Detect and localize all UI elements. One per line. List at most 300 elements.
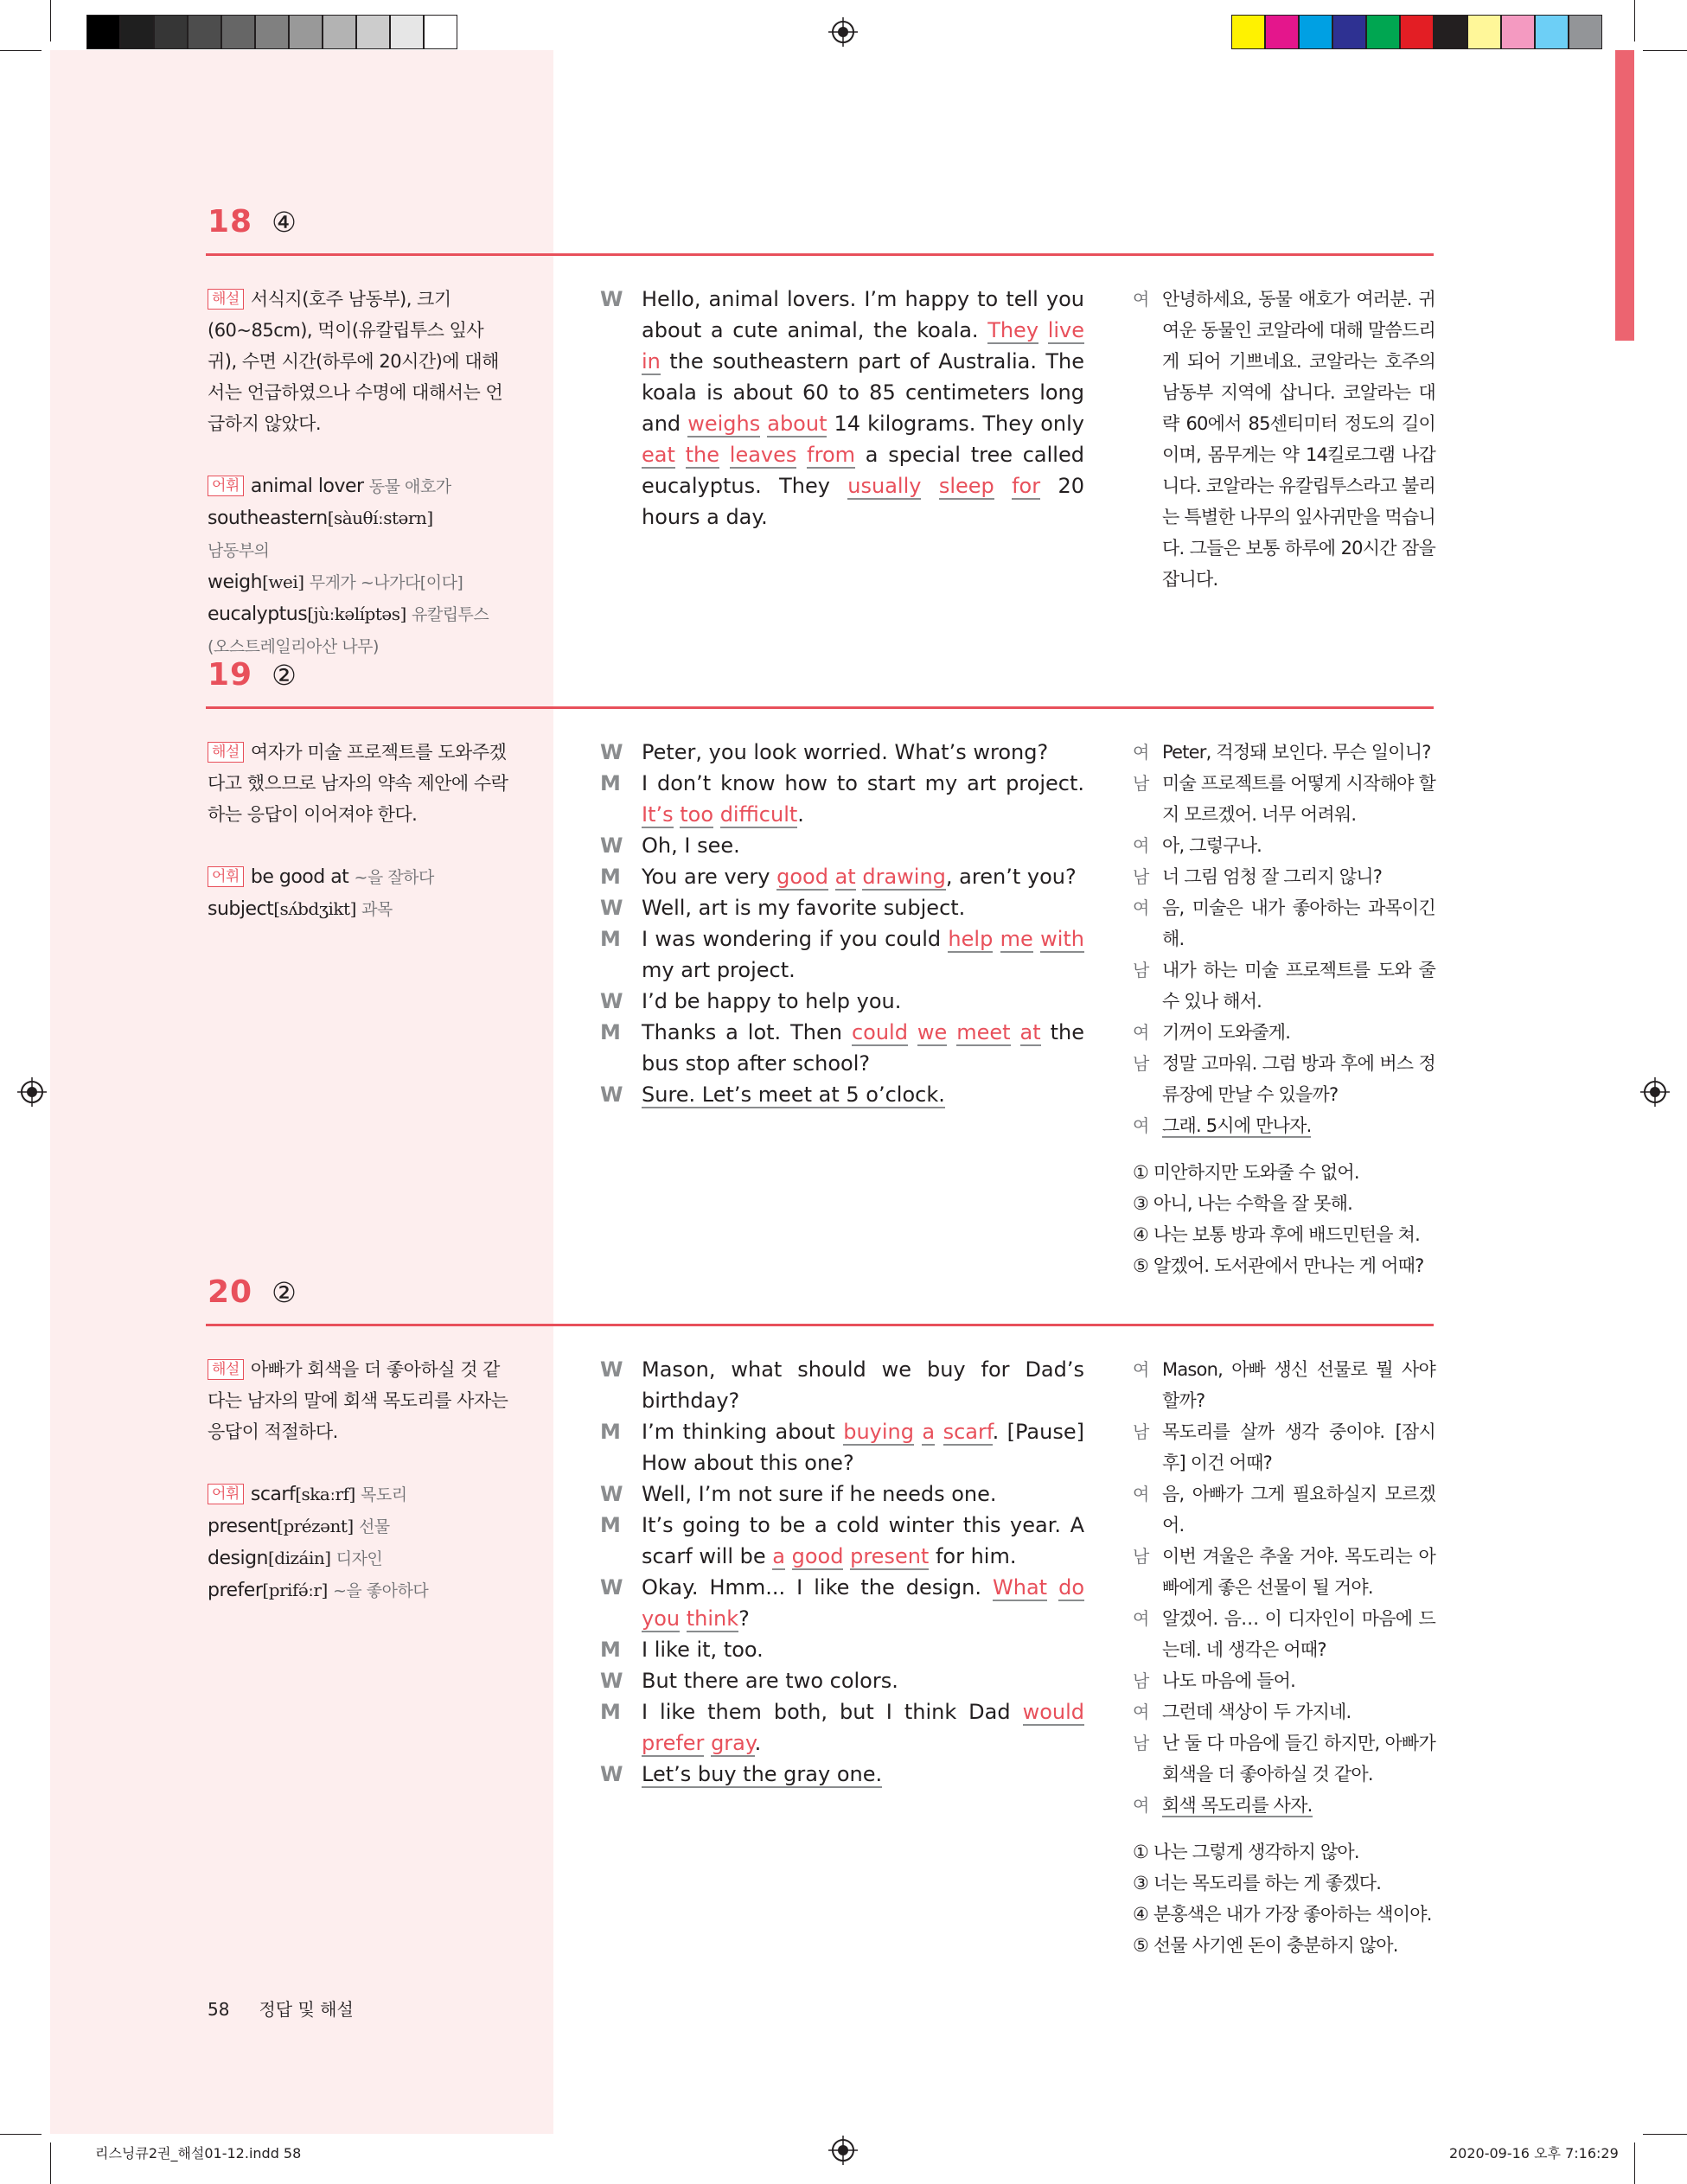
translation-line: [1133, 1727, 1435, 1790]
answer-option: ⑤ 선물 사기엔 돈이 충분하지 않아.: [1133, 1935, 1398, 1956]
translation-text: [1162, 1017, 1435, 1048]
crop-mark: [1643, 50, 1687, 51]
answer-sentence: Let’s buy the gray one.: [642, 1762, 883, 1786]
speaker-label: 남: [1133, 1546, 1149, 1567]
crop-mark: [0, 2134, 42, 2135]
translation-text: [1162, 1110, 1435, 1141]
question-number: 18: [208, 204, 253, 239]
vocab-tag: 어휘: [208, 476, 244, 496]
script-line: [600, 1017, 1084, 1079]
speaker-label: 남: [1133, 773, 1149, 794]
translation-line: [1133, 830, 1435, 861]
script-text: [642, 923, 1084, 986]
footer-section: 정답 및 해설: [259, 1999, 354, 2020]
slug-file-name: 리스닝큐2권_해설01-12.indd 58: [95, 2145, 302, 2162]
color-swatch: [1265, 15, 1299, 49]
speaker-label: M: [600, 1420, 621, 1444]
text-run: 그런데 색상이 두 가지네.: [1162, 1702, 1352, 1722]
section-rule: [206, 253, 1434, 256]
blank-word: It’s: [642, 802, 674, 827]
blank-word: for: [1012, 474, 1041, 498]
script-line: [600, 1665, 1084, 1696]
text-run: 알겠어. 음… 이 디자인이 마음에 드는데. 네 생각은 어때?: [1162, 1608, 1435, 1660]
blank-word: me: [1000, 927, 1033, 951]
translation-text: [1162, 1790, 1435, 1821]
script-line: [600, 284, 1084, 533]
script-text: [642, 1572, 1084, 1634]
script-text: [642, 1079, 1084, 1110]
script-text: [642, 1416, 1084, 1478]
vocab-pronunciation: [prézənt]: [277, 1516, 354, 1536]
text-run: 음, 아빠가 그게 필요하실지 모르겠어.: [1162, 1484, 1435, 1536]
vocabulary: [208, 470, 508, 662]
translation-text: [1162, 737, 1435, 768]
translation-text: [1162, 955, 1435, 1017]
vocab-word: weigh: [208, 572, 263, 593]
speaker-label: W: [600, 989, 623, 1013]
text-run: Oh, I see.: [642, 833, 740, 858]
vocab-word: eucalyptus: [208, 603, 308, 625]
blank-word: gray: [711, 1731, 755, 1755]
color-swatch: [1299, 15, 1332, 49]
translation-text: [1162, 1665, 1435, 1696]
speaker-label: W: [600, 740, 623, 764]
text-run: Okay. Hmm... I like the design.: [642, 1575, 994, 1600]
translation-text: [1162, 1048, 1435, 1110]
vocab-meaning: 남동부의: [208, 541, 270, 560]
speaker-label: 여: [1133, 1484, 1149, 1504]
speaker-label: W: [600, 1575, 623, 1600]
speaker-label: 여: [1133, 1795, 1149, 1816]
text-run: 이번 겨울은 추울 거야. 목도리는 아빠에게 좋은 선물이 될 거야.: [1162, 1546, 1435, 1598]
registration-mark-right: [1640, 1077, 1670, 1107]
vocab-meaning: 과목: [361, 900, 393, 919]
speaker-label: M: [600, 865, 621, 889]
vocab-word: design: [208, 1548, 268, 1569]
blank-word: usually: [847, 474, 922, 498]
text-run: 20 hours a day.: [642, 474, 1084, 529]
commentary: [208, 737, 508, 830]
text-run: . [Pause] How about this one?: [642, 1420, 1084, 1475]
speaker-label: 여: [1133, 1115, 1149, 1136]
speaker-label: W: [600, 1482, 623, 1506]
question-number: 19: [208, 657, 253, 693]
translation-line: [1133, 892, 1435, 955]
translation-line: [1133, 861, 1435, 892]
vocab-meaning: 동물 애호가: [368, 477, 451, 496]
speaker-label: 여: [1133, 897, 1149, 918]
script-text: [642, 1696, 1084, 1759]
translation-text: [1162, 1416, 1435, 1478]
script-text: [642, 1634, 1084, 1665]
color-swatch: [1501, 15, 1535, 49]
speaker-label: 남: [1133, 1421, 1149, 1442]
commentary-tag: 해설: [208, 1359, 244, 1380]
blank-word: could: [851, 1020, 908, 1044]
translation-text: [1162, 768, 1435, 830]
blank-word: too: [680, 802, 714, 827]
translation-text: 안녕하세요, 동물 애호가 여러분. 귀여운 동물인 코알라에 대해 말씀드리게 되어 기쁘네요. 코알라는 호주의 남동부 지역에 삽니다. 코알라는 대략 60에서 85센티미터 정도의 길이이며, 몸무게는 약 14킬로그램 나갑니다. 코알라는 유칼립투스라고 불리는 특별한 나무의 잎사귀만을 먹습니다. 그들은 보통 하루에 20시간 잠을 잡니다.: [1162, 289, 1435, 590]
script-text: [642, 1017, 1084, 1079]
translation-text: [1162, 1727, 1435, 1790]
vocab-pronunciation: [prifə́ːr]: [262, 1580, 328, 1600]
text-run: for him.: [929, 1544, 1017, 1568]
crop-mark: [1634, 0, 1635, 42]
blank-word: at: [1019, 1020, 1041, 1044]
text-run: 내가 하는 미술 프로젝트를 도와 줄 수 있나 해서.: [1162, 960, 1435, 1012]
answer-option: ④ 분홍색은 내가 가장 좋아하는 색이야.: [1133, 1904, 1432, 1925]
color-swatch: [1400, 15, 1434, 49]
speaker-label: 여: [1133, 1702, 1149, 1722]
blank-word: at: [834, 865, 856, 889]
script-line: [600, 1510, 1084, 1572]
speaker-label: 남: [1133, 1053, 1149, 1074]
script-text: [642, 737, 1084, 768]
blank-word: weighs: [687, 412, 761, 436]
speaker-label: M: [600, 927, 621, 951]
text-run: Thanks a lot. Then: [642, 1020, 852, 1044]
translation-line: [1133, 1696, 1435, 1727]
speaker-label: 남: [1133, 1670, 1149, 1691]
crop-mark: [0, 50, 42, 51]
question-18-header: [208, 204, 297, 239]
translation-line: [1133, 1603, 1435, 1665]
commentary-text: 여자가 미술 프로젝트를 도와주겠다고 했으므로 남자의 약속 제안에 수락하는 응답이 이어져야 한다.: [208, 742, 508, 825]
answer-option: ③ 아니, 나는 수학을 잘 못해.: [1133, 1193, 1353, 1214]
speaker-label: M: [600, 1020, 621, 1044]
text-run: a special tree called eucalyptus. They: [642, 443, 1084, 498]
question-19-header: [208, 657, 297, 693]
blank-word: about: [767, 412, 828, 436]
q19-translation: [1133, 737, 1435, 1281]
answer-option: ④ 나는 보통 방과 후에 배드민턴을 쳐.: [1133, 1224, 1420, 1245]
vocab-tag: 어휘: [208, 1484, 244, 1504]
q19-script: [600, 737, 1084, 1110]
blank-word: think: [686, 1606, 739, 1631]
registration-mark-top: [828, 17, 858, 47]
script-text: [642, 986, 1084, 1017]
script-text: [642, 1478, 1084, 1510]
q19-notes: [208, 737, 508, 925]
answer-mark: ②: [272, 659, 297, 692]
translation-line: [1133, 1416, 1435, 1478]
blank-word: scarf: [943, 1420, 993, 1444]
speaker-label: M: [600, 1513, 621, 1537]
text-run: .: [797, 802, 804, 827]
q18-translation: [1133, 284, 1435, 595]
vocab-meaning: ~을 좋아하다: [332, 1581, 429, 1600]
text-run: the southeastern part of Australia. The koala is about 60 to 85 centimeters long and: [642, 349, 1084, 436]
color-swatch: [1332, 15, 1366, 49]
gray-swatch: [221, 15, 255, 49]
blank-word: What: [993, 1575, 1048, 1600]
translation-line: [1133, 1017, 1435, 1048]
answer-options: [1133, 1157, 1435, 1281]
vocabulary: [208, 1478, 508, 1606]
commentary-text: 서식지(호주 남동부), 크기(60~85cm), 먹이(유칼립투스 잎사귀), 수면 시간(하루에 20시간)에 대해서는 언급하였으나 수명에 대해서는 언급하지 않았다.: [208, 289, 503, 434]
text-run: 목도리를 살까 생각 중이야. [잠시 후] 이건 어때?: [1162, 1421, 1435, 1473]
text-run: But there are two colors.: [642, 1669, 898, 1693]
section-rule: [206, 706, 1434, 709]
color-swatch: [1467, 15, 1501, 49]
vocab-meaning: 무게가 ~나가다[이다]: [309, 573, 463, 592]
blank-word: meet: [956, 1020, 1011, 1044]
color-swatch: [1569, 15, 1602, 49]
translation-text: [1162, 1603, 1435, 1665]
question-number: 20: [208, 1274, 253, 1310]
answer-mark: ④: [272, 206, 297, 239]
text-run: 아, 그렇구나.: [1162, 835, 1262, 856]
speaker-label: 남: [1133, 1733, 1149, 1753]
speaker-label: W: [600, 1669, 623, 1693]
section-rule: [206, 1324, 1434, 1326]
speaker-label: 여: [1133, 1359, 1149, 1380]
speaker-label: 여: [1133, 289, 1149, 310]
speaker-label: 여: [1133, 1022, 1149, 1043]
vocab-tag: 어휘: [208, 866, 244, 887]
script-text: [642, 1759, 1084, 1790]
gray-swatch: [356, 15, 390, 49]
script-text: [642, 768, 1084, 830]
speaker-label: M: [600, 1638, 621, 1662]
text-run: Well, art is my favorite subject.: [642, 896, 966, 920]
blank-word: leaves: [729, 443, 797, 467]
blank-word: do: [1058, 1575, 1084, 1600]
speaker-label: 남: [1133, 866, 1149, 887]
text-run: I like it, too.: [642, 1638, 764, 1662]
script-line: [600, 1416, 1084, 1478]
vocab-word: animal lover: [250, 476, 364, 497]
gray-swatch: [289, 15, 323, 49]
text-run: Hello, animal lovers. I’m happy to tell you about a cute animal, the koala.: [642, 287, 1084, 342]
blank-word: good: [776, 865, 828, 889]
text-run: I don’t know how to start my art project.: [642, 771, 1084, 795]
blank-word: would: [1022, 1700, 1084, 1724]
vocab-word: prefer: [208, 1580, 263, 1601]
translation-line: [1133, 1110, 1435, 1141]
speaker-label: W: [600, 1357, 623, 1382]
gray-swatch: [154, 15, 188, 49]
answer-mark: ②: [272, 1276, 297, 1309]
crop-mark: [50, 0, 51, 42]
vocab-pronunciation: [jùːkəlíptəs]: [307, 603, 406, 624]
commentary: [208, 1354, 508, 1447]
script-line: [600, 1634, 1084, 1665]
q20-notes: [208, 1354, 508, 1606]
blank-word: prefer: [642, 1731, 705, 1755]
q20-translation: [1133, 1354, 1435, 1961]
text-run: You are very: [642, 865, 777, 889]
answer-sentence: 그래. 5시에 만나자.: [1162, 1115, 1312, 1136]
blank-word: present: [850, 1544, 930, 1568]
text-run: 14 kilograms. They only: [827, 412, 1084, 436]
translation-line: [1133, 1354, 1435, 1416]
blank-word: a: [922, 1420, 936, 1444]
gray-swatch: [323, 15, 356, 49]
blank-word: eat: [642, 443, 675, 467]
text-run: 정말 고마워. 그럼 방과 후에 버스 정류장에 만날 수 있을까?: [1162, 1053, 1435, 1105]
blank-word: live: [1047, 318, 1084, 342]
blank-word: difficult: [719, 802, 798, 827]
gray-swatch: [188, 15, 221, 49]
text-run: , aren’t you?: [945, 865, 1077, 889]
speaker-label: W: [600, 896, 623, 920]
script-line: [600, 737, 1084, 768]
script-text: [642, 1665, 1084, 1696]
edge-thumb-tab: [1615, 50, 1634, 341]
vocabulary: [208, 861, 508, 925]
script-text: [642, 861, 1084, 892]
commentary: [208, 284, 508, 439]
script-line: [600, 1079, 1084, 1110]
text-run: ?: [738, 1606, 750, 1631]
answer-options: [1133, 1836, 1435, 1961]
text-run: 미술 프로젝트를 어떻게 시작해야 할지 모르겠어. 너무 어려워.: [1162, 773, 1435, 825]
blank-word: a: [772, 1544, 785, 1568]
text-run: Mason, what should we buy for Dad’s birthday?: [642, 1357, 1084, 1413]
answer-sentence: Sure. Let’s meet at 5 o’clock.: [642, 1082, 945, 1107]
page-footer: [208, 1996, 354, 2021]
script-line: [600, 986, 1084, 1017]
translation-line: [1133, 1478, 1435, 1541]
slug-date: 2020-09-16 오후 7:16:29: [1449, 2145, 1619, 2162]
translation-line: [1133, 1665, 1435, 1696]
translation-text: [1162, 1478, 1435, 1541]
answer-sentence: 회색 목도리를 사자.: [1162, 1795, 1313, 1816]
vocab-meaning: 유칼립투스 (오스트레일리아산 나무): [208, 605, 489, 656]
script-line: [600, 768, 1084, 830]
blank-word: good: [791, 1544, 844, 1568]
answer-option: ① 나는 그렇게 생각하지 않아.: [1133, 1842, 1359, 1862]
script-line: [600, 1696, 1084, 1759]
vocab-pronunciation: [skaːrf]: [295, 1484, 355, 1504]
speaker-label: W: [600, 833, 623, 858]
vocab-meaning: 선물: [358, 1517, 390, 1536]
gray-swatch: [390, 15, 424, 49]
q20-script: [600, 1354, 1084, 1790]
translation-text: [1162, 861, 1435, 892]
crop-mark: [1634, 2142, 1635, 2184]
script-line: [600, 1759, 1084, 1790]
speaker-label: W: [600, 1082, 623, 1107]
speaker-label: M: [600, 1700, 621, 1724]
script-line: [600, 1478, 1084, 1510]
text-run: I’d be happy to help you.: [642, 989, 902, 1013]
speaker-label: W: [600, 1762, 623, 1786]
color-swatch: [1366, 15, 1400, 49]
blank-word: help: [948, 927, 994, 951]
blank-word: the: [685, 443, 720, 467]
script-line: [600, 1354, 1084, 1416]
script-text: [642, 1354, 1084, 1416]
speaker-label: 여: [1133, 835, 1149, 856]
translation-text: [1162, 1541, 1435, 1603]
speaker-label: W: [600, 287, 623, 311]
translation-line: [1133, 768, 1435, 830]
page-number: 58: [208, 1999, 230, 2020]
crop-mark: [1643, 2134, 1687, 2135]
text-run: I’m thinking about: [642, 1420, 844, 1444]
vocab-word: subject: [208, 898, 274, 920]
script-line: [600, 861, 1084, 892]
vocab-meaning: ~을 잘하다: [354, 868, 434, 887]
translation-line: [1133, 284, 1435, 595]
commentary-tag: 해설: [208, 742, 244, 763]
answer-option: ③ 너는 목도리를 하는 게 좋겠다.: [1133, 1873, 1382, 1893]
speaker-label: M: [600, 771, 621, 795]
script-line: [600, 1572, 1084, 1634]
vocab-pronunciation: [sàuθíːstərn]: [327, 508, 433, 528]
translation-text: [1162, 830, 1435, 861]
text-run: Mason, 아빠 생신 선물로 뭘 사야 할까?: [1162, 1359, 1435, 1411]
color-swatch: [1231, 15, 1265, 49]
color-swatch: [1535, 15, 1569, 49]
gray-swatch: [255, 15, 289, 49]
text-run: Peter, you look worried. What’s wrong?: [642, 740, 1049, 764]
translation-line: [1133, 955, 1435, 1017]
blank-word: we: [917, 1020, 948, 1044]
q18-notes: [208, 284, 508, 662]
translation-text: [1162, 1354, 1435, 1416]
commentary-tag: 해설: [208, 289, 244, 310]
q18-script: [600, 284, 1084, 533]
speaker-label: 여: [1133, 742, 1149, 763]
text-run: I like them both, but I think Dad: [642, 1700, 1023, 1724]
text-run: 너 그림 엄청 잘 그리지 않니?: [1162, 866, 1383, 887]
vocab-word: southeastern: [208, 508, 328, 529]
script-text: [642, 892, 1084, 923]
blank-word: drawing: [862, 865, 946, 889]
translation-line: [1133, 1048, 1435, 1110]
text-run: 나도 마음에 들어.: [1162, 1670, 1296, 1691]
script-line: [600, 923, 1084, 986]
vocab-meaning: 목도리: [361, 1485, 407, 1504]
translation-text: [1162, 1696, 1435, 1727]
speaker-label: 여: [1133, 1608, 1149, 1629]
vocab-word: be good at: [250, 866, 349, 888]
translation-line: [1133, 1790, 1435, 1821]
text-run: I was wondering if you could: [642, 927, 949, 951]
gray-swatch: [424, 15, 457, 49]
blank-word: with: [1040, 927, 1084, 951]
text-run: .: [754, 1731, 762, 1755]
blank-word: you: [642, 1606, 681, 1631]
text-run: my art project.: [642, 958, 796, 982]
answer-option: ⑤ 알겠어. 도서관에서 만나는 게 어때?: [1133, 1255, 1424, 1276]
text-run: the bus stop after school?: [642, 1020, 1084, 1076]
script-line: [600, 892, 1084, 923]
commentary-text: 아빠가 회색을 더 좋아하실 것 같다는 남자의 말에 회색 목도리를 사자는 응답이 적절하다.: [208, 1359, 508, 1442]
translation-line: [1133, 737, 1435, 768]
vocab-pronunciation: [dizáin]: [267, 1548, 331, 1568]
text-run: Peter, 걱정돼 보인다. 무슨 일이니?: [1162, 742, 1431, 763]
vocab-meaning: 디자인: [335, 1549, 383, 1568]
blank-word: They: [987, 318, 1039, 342]
text-run: 기꺼이 도와줄게.: [1162, 1022, 1291, 1043]
text-run: 음, 미술은 내가 좋아하는 과목이긴 해.: [1162, 897, 1435, 949]
blank-word: buying: [843, 1420, 914, 1444]
text-run: It’s going to be a cold winter this year. A scarf will be: [642, 1513, 1084, 1568]
text-run: 난 둘 다 마음에 들긴 하지만, 아빠가 회색을 더 좋아하실 것 같아.: [1162, 1733, 1435, 1785]
answer-option: ① 미안하지만 도와줄 수 없어.: [1133, 1162, 1359, 1183]
script-text: [642, 1510, 1084, 1572]
vocab-pronunciation: [sʌ́bdʒikt]: [273, 898, 356, 919]
registration-mark-bottom: [828, 2136, 858, 2165]
blank-word: sleep: [938, 474, 994, 498]
blank-word: in: [642, 349, 661, 374]
crop-mark: [50, 2142, 51, 2184]
text-run: Well, I’m not sure if he needs one.: [642, 1482, 997, 1506]
